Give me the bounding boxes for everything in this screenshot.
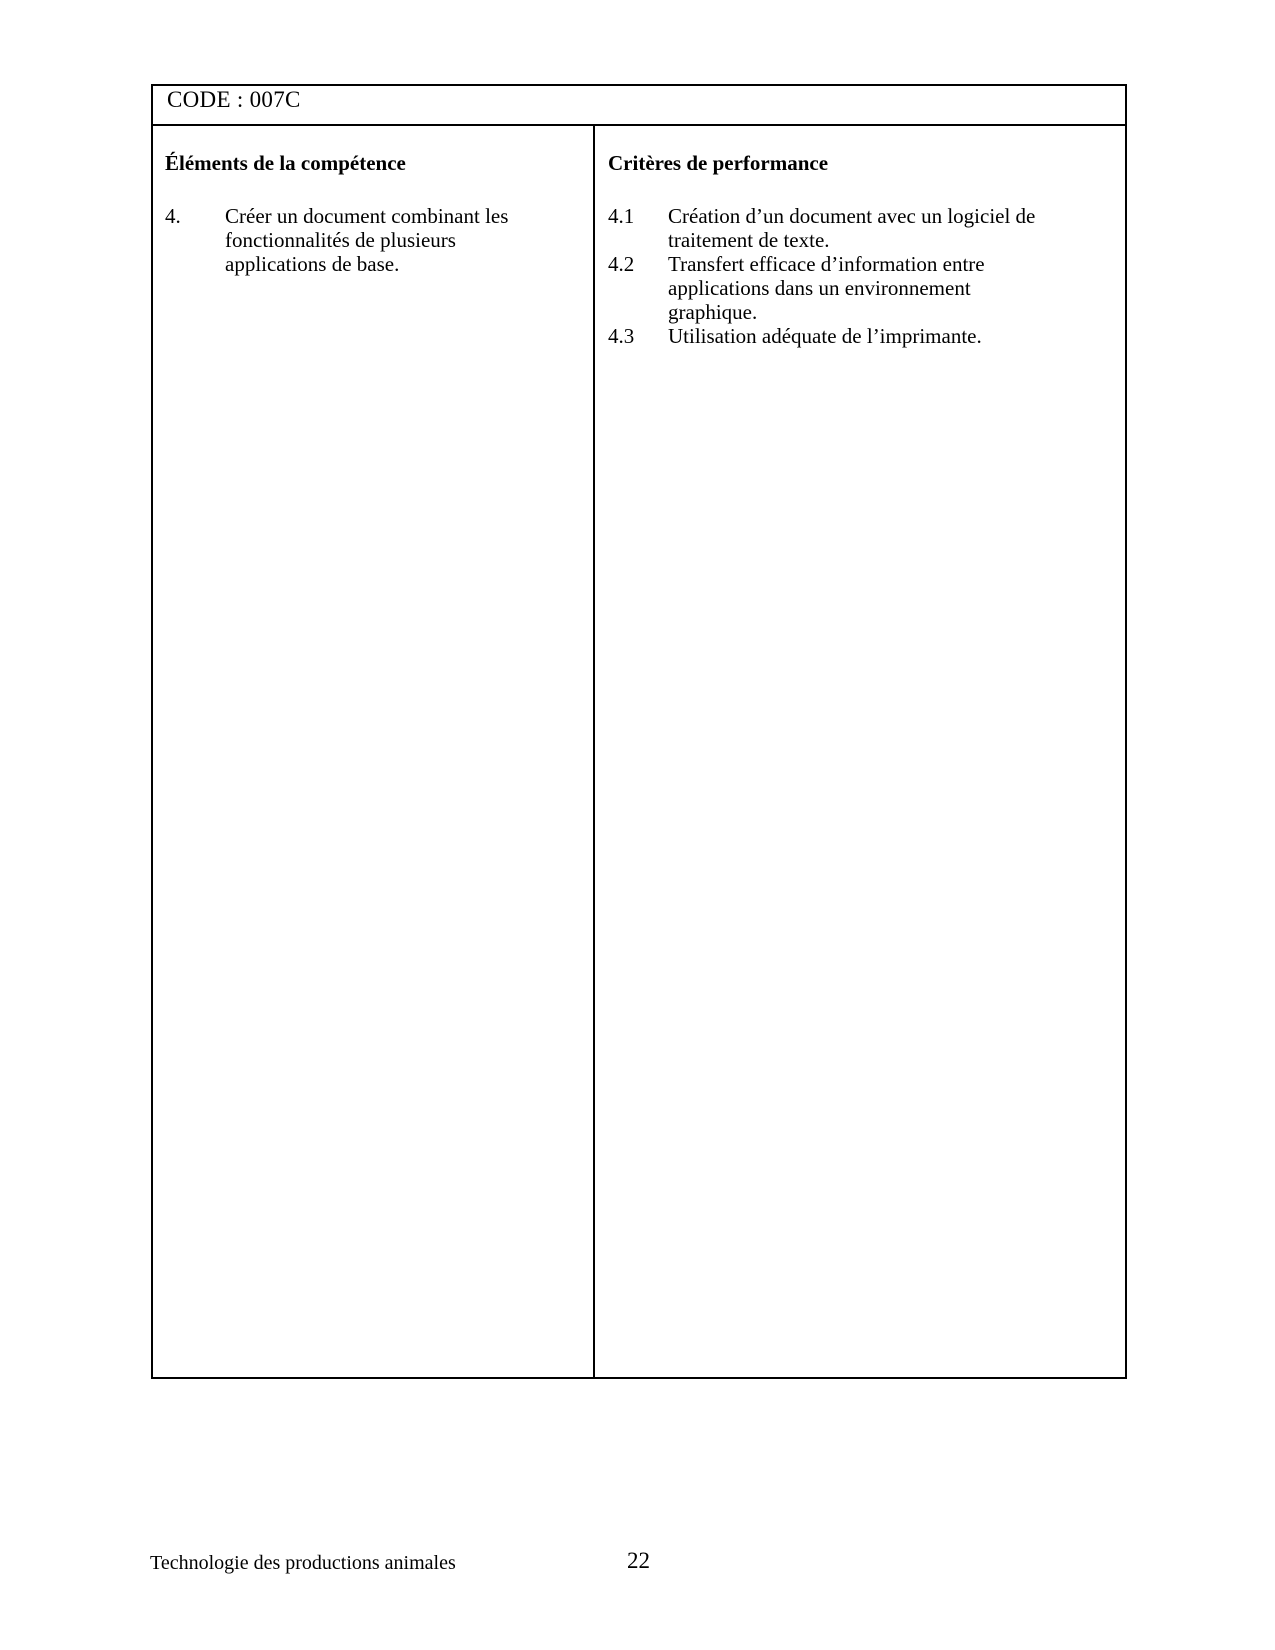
criterion-number: 4.1: [608, 204, 635, 228]
footer-program-title: Technologie des productions animales: [150, 1552, 456, 1574]
criteria-list: [608, 204, 1035, 348]
criteria-column: [595, 126, 1125, 1377]
elements-heading: Éléments de la compétence: [165, 151, 406, 175]
criteria-heading: Critères de performance: [608, 151, 829, 175]
elements-column: [153, 126, 595, 1377]
criterion-text: Création d’un document avec un logiciel de traitement de texte.: [668, 204, 1036, 252]
element-item: [165, 204, 508, 276]
criterion-text: Utilisation adéquate de l’imprimante.: [668, 324, 982, 348]
code-label: CODE : 007C: [153, 86, 1125, 126]
page-number: 22: [627, 1548, 650, 1573]
competency-table: [151, 84, 1127, 1379]
criterion-text: Transfert efficace d’information entre applications dans un environnement graphique.: [668, 252, 985, 324]
criterion-item: [608, 252, 1035, 324]
criterion-item: [608, 324, 1035, 348]
criterion-item: [608, 204, 1035, 252]
criterion-number: 4.2: [608, 252, 635, 276]
element-number: 4.: [165, 204, 181, 228]
criterion-number: 4.3: [608, 324, 635, 348]
element-text: Créer un document combinant les fonctionnalités de plusieurs applications de base.: [225, 204, 509, 276]
